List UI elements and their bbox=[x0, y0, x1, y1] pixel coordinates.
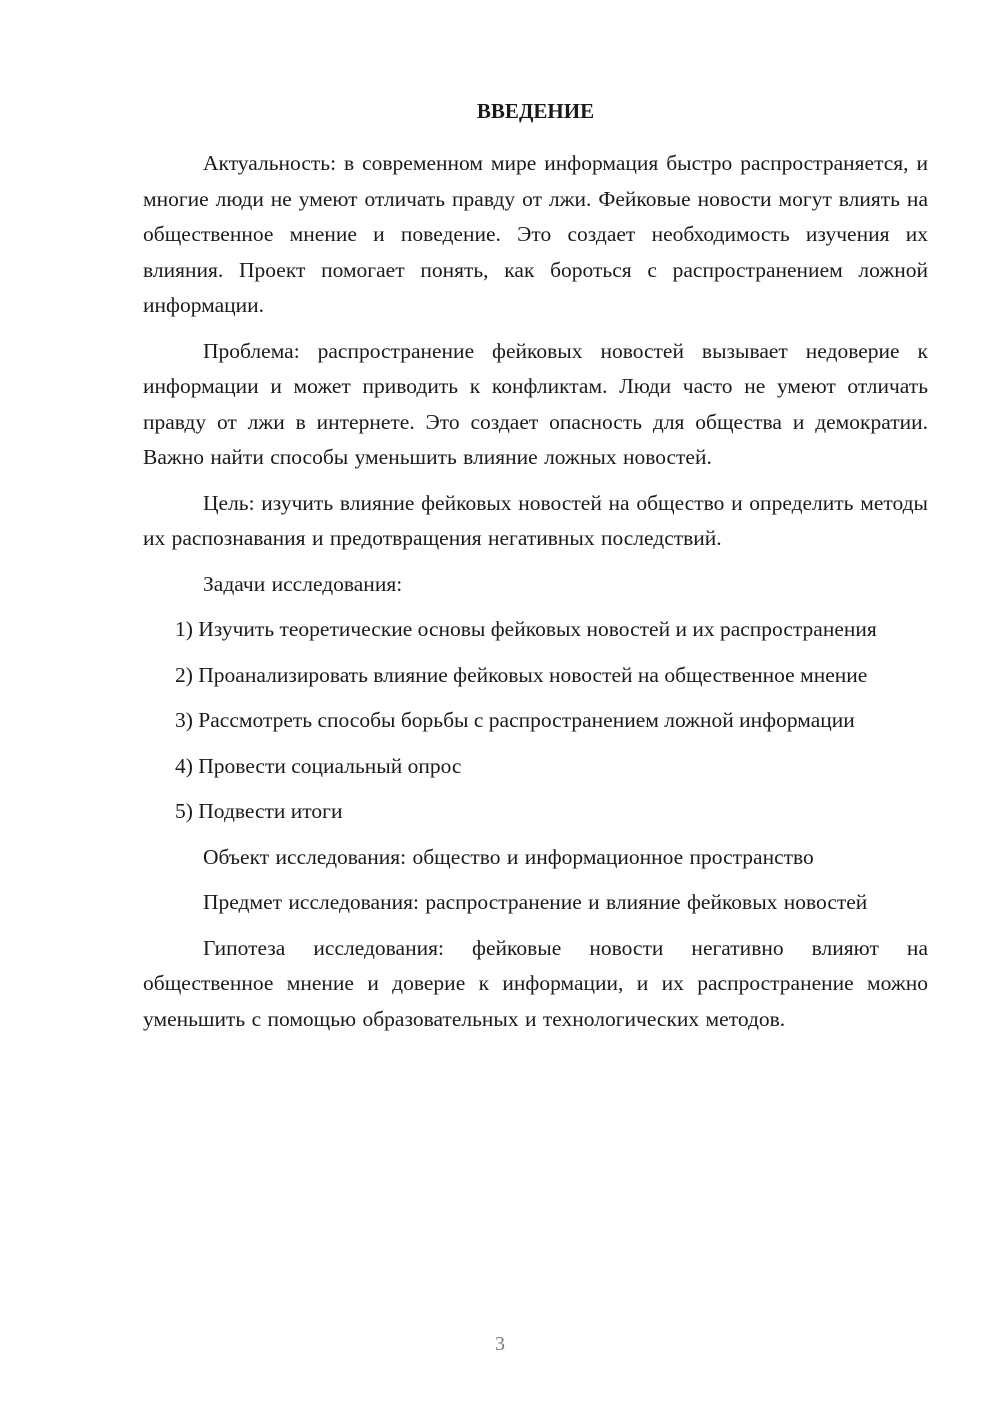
paragraph-tasks-intro: Задачи исследования: bbox=[203, 571, 403, 596]
list-item: 1) Изучить теоретические основы фейковых новостей и их распространения bbox=[175, 617, 877, 641]
paragraph-hypothesis: Гипотеза исследования: фейковые новости негативно влияют на общественное мнение и доверие к информации, и их распространение можно уменьшить с помощью образовательных и технологических методов. bbox=[143, 935, 928, 1031]
document-page bbox=[143, 96, 928, 1047]
section-heading: ВВЕДЕНИЕ bbox=[476, 99, 595, 123]
page-number: 3 bbox=[495, 1333, 505, 1355]
tasks-list bbox=[143, 612, 928, 830]
paragraph-subject: Предмет исследования: распространение и влияние фейковых новостей bbox=[203, 890, 868, 914]
list-item: 4) Провести социальный опрос bbox=[175, 753, 462, 778]
paragraph-relevance: Актуальность: в современном мире информация быстро распространяется, и многие люди не умеют отличать правду от лжи. Фейковые новости могут влиять на общественное мнение и поведение. Это создает необходимость изучения их влияния. Проект помогает понять, как бороться с распространением ложной информации. bbox=[143, 151, 928, 317]
list-item: 3) Рассмотреть способы борьбы с распространением ложной информации bbox=[175, 708, 855, 732]
paragraph-goal: Цель: изучить влияние фейковых новостей на общество и определить методы их распознавания и предотвращения негативных последствий. bbox=[143, 490, 928, 550]
list-item: 5) Подвести итоги bbox=[175, 799, 343, 823]
list-item: 2) Проанализировать влияние фейковых новостей на общественное мнение bbox=[175, 662, 868, 687]
paragraph-problem: Проблема: распространение фейковых новостей вызывает недоверие к информации и может приводить к конфликтам. Люди часто не умеют отличать правду от лжи в интернете. Это создает опасность для общества и демократии. Важно найти способы уменьшить влияние ложных новостей. bbox=[143, 338, 928, 469]
paragraph-object: Объект исследования: общество и информационное пространство bbox=[203, 844, 814, 869]
